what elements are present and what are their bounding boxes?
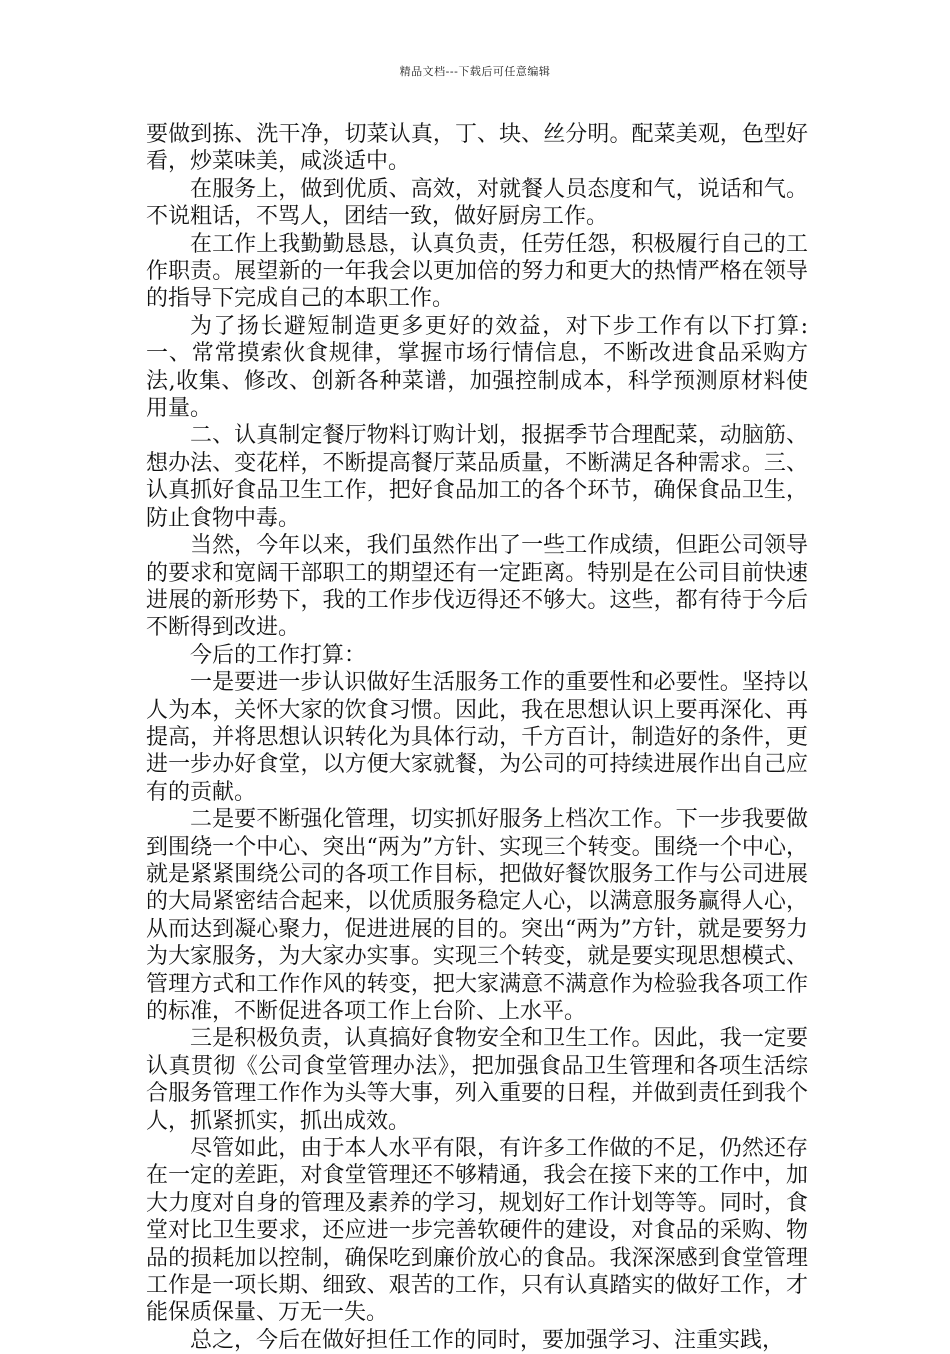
paragraph: 今后的工作打算： bbox=[190, 642, 367, 668]
paragraph: 在服务上，做到优质、高效，对就餐人员态度和气，说话和气。不说粗话，不骂人，团结一致，做好厨房工作。 bbox=[146, 176, 808, 230]
page-header: 精品文档---下载后可任意编辑 bbox=[399, 65, 551, 78]
paragraph: 一是要进一步认识做好生活服务工作的重要性和必要性。坚持以人为本，关怀大家的饮食习惯。因此，我在思想认识上要再深化、再提高，并将思想认识转化为具体行动，千方百计，制造好的条件，更进一步办好食堂，以方便大家就餐，为公司的可持续进展作出自己应有的贡献。 bbox=[146, 670, 808, 805]
paragraph: 二、认真制定餐厅物料订购计划，报据季节合理配菜，动脑筋、想办法、变花样，不断提高餐厅菜品质量，不断满足各种需求。三、认真抓好食品卫生工作，把好食品加工的各个环节，确保食品卫生，防止食物中毒。 bbox=[146, 423, 808, 531]
paragraph: 为了扬长避短制造更多更好的效益，对下步工作有以下打算:一、常常摸索伙食规律，掌握市场行情信息，不断改进食品采购方法,收集、修改、创新各种菜谱，加强控制成本，科学预测原材料使用量。 bbox=[146, 313, 808, 422]
paragraph: 总之，今后在做好担任工作的同时，要加强学习、注重实践， bbox=[190, 1327, 785, 1353]
paragraph: 尽管如此，由于本人水平有限，有许多工作做的不足，仍然还存在一定的差距，对食堂管理还不够精通，我会在接下来的工作中，加大力度对自身的管理及素养的学习，规划好工作计划等等。同时，食堂对比卫生要求，还应进一步完善软硬件的建设，对食品的采购、物品的损耗加以控制，确保吃到廉价放心的食品。我深深感到食堂管理工作是一项长期、细致、艰苦的工作，只有认真踏实的做好工作，才能保质保量、万无一失。 bbox=[146, 1136, 808, 1326]
paragraph: 二是要不断强化管理，切实抓好服务上档次工作。下一步我要做到围绕一个中心、突出“两为”方针、实现三个转变。围绕一个中心，就是紧紧围绕公司的各项工作目标，把做好餐饮服务工作与公司进展的大局紧密结合起来，以优质服务稳定人心，以满意服务赢得人心，从而达到凝心聚力，促进进展的目的。突出“两为”方针，就是要努力为大家服务，为大家办实事。实现三个转变，就是要实现思想模式、管理方式和工作作风的转变，把大家满意不满意作为检验我各项工作的标准，不断促进各项工作上台阶、上水平。 bbox=[146, 807, 808, 1024]
paragraph: 要做到拣、洗干净，切菜认真，丁、块、丝分明。配菜美观，色型好看，炒菜味美，咸淡适中。 bbox=[146, 122, 808, 175]
paragraph: 在工作上我勤勤恳恳，认真负责，任劳任怨，积极履行自己的工作职责。展望新的一年我会以更加倍的努力和更大的热情严格在领导的指导下完成自己的本职工作。 bbox=[146, 231, 808, 312]
paragraph: 当然，今年以来，我们虽然作出了一些工作成绩，但距公司领导的要求和宽阔干部职工的期望还有一定距离。特别是在公司目前快速进展的新形势下，我的工作步伐迈得还不够大。这些，都有待于今后不断得到改进。 bbox=[146, 533, 808, 641]
document-body bbox=[146, 121, 808, 1354]
paragraph: 三是积极负责，认真搞好食物安全和卫生工作。因此，我一定要认真贯彻《公司食堂管理办法》，把加强食品卫生管理和各项生活综合服务管理工作作为头等大事，列入重要的日程，并做到责任到我个人，抓紧抓实，抓出成效。 bbox=[146, 1026, 808, 1134]
